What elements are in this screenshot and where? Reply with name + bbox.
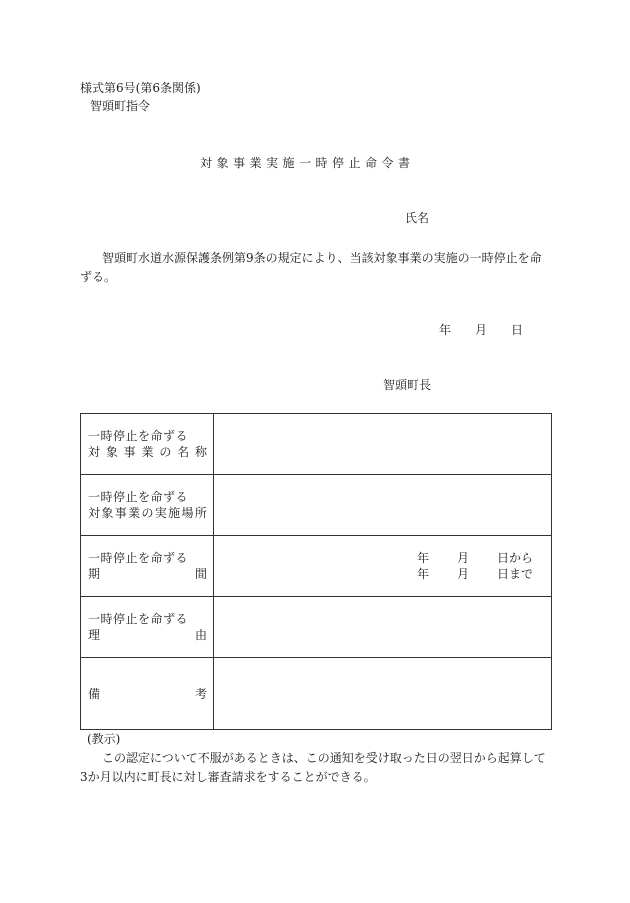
project-name-label: [81, 414, 214, 475]
table-row-project-location: [81, 475, 552, 536]
table-row-project-name: [81, 414, 552, 475]
recipient-name-label: 氏名: [405, 211, 430, 225]
label-spread: 対 象 事 業 の 実 施 場 所: [88, 506, 207, 520]
issue-date: [439, 324, 523, 336]
form-number: 様式第6号(第6条関係): [80, 81, 201, 95]
label-spread: 対 象 事 業 の 名 称: [88, 445, 207, 459]
remarks-label: [81, 658, 214, 730]
order-body-text: 智頭町水道水源保護条例第9条の規定により、当該対象事業の実施の一時停止を命ずる。: [80, 251, 542, 284]
issuer-label: 智頭町指令: [90, 99, 151, 113]
table-row-reason: [81, 597, 552, 658]
issue-date-year: 年: [439, 323, 452, 337]
order-details-table: [80, 413, 552, 730]
label-line: 一時停止を命ずる: [88, 490, 189, 504]
issue-date-month: 月: [475, 323, 488, 337]
label-line: 一時停止を命ずる: [88, 429, 189, 443]
reason-value[interactable]: [214, 597, 552, 658]
signer: 智頭町長: [383, 378, 432, 392]
label-spread: 理 由: [88, 628, 207, 642]
reason-label: [81, 597, 214, 658]
period-from: 年 月 日から: [416, 551, 533, 565]
label-spread: 備 考: [88, 686, 207, 701]
document-title: 対象事業実施一時停止命令書: [200, 156, 415, 170]
project-location-label: [81, 475, 214, 536]
label-line: 一時停止を命ずる: [88, 551, 189, 565]
remarks-value[interactable]: [214, 658, 552, 730]
period-dates: [417, 550, 533, 582]
table-row-remarks: [81, 658, 552, 730]
table-row-suspension-period: [81, 536, 552, 597]
label-spread: 期 間: [88, 567, 207, 581]
suspension-period-value[interactable]: [214, 536, 552, 597]
suspension-period-label: [81, 536, 214, 597]
project-location-value[interactable]: [214, 475, 552, 536]
project-name-value[interactable]: [214, 414, 552, 475]
issue-date-day: 日: [511, 323, 524, 337]
notice-heading: (教示): [87, 732, 121, 746]
label-line: 一時停止を命ずる: [88, 612, 189, 626]
notice-text: この認定について不服があるときは、この通知を受け取った日の翌日から起算して3か月以内に町長に対し審査請求をすることができる。: [80, 751, 546, 784]
period-to: 年 月 日まで: [416, 567, 533, 581]
